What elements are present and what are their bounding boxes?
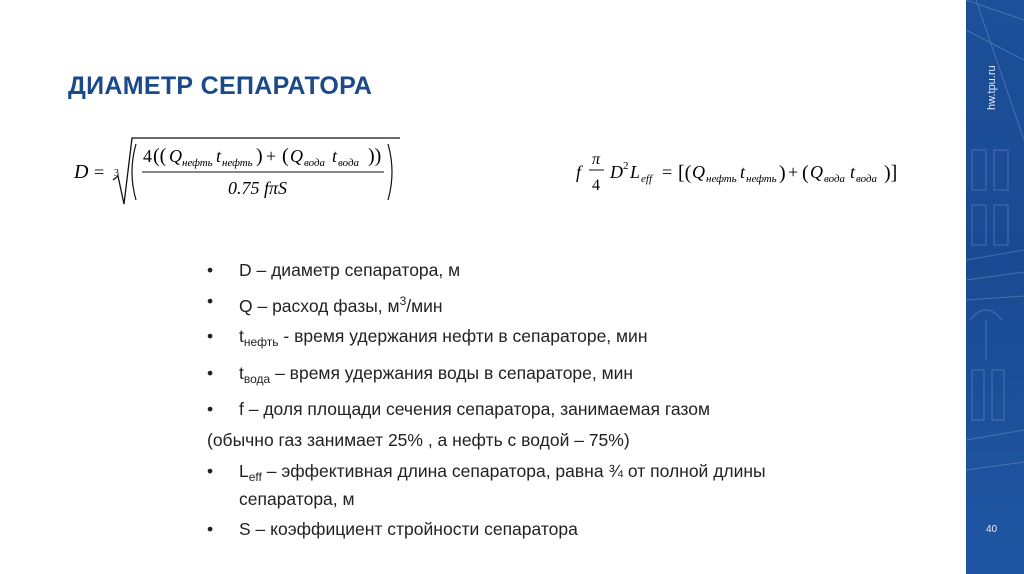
bullet-mark: • (207, 519, 214, 540)
formula1-t-oil-sub: нефть (222, 157, 253, 169)
item-text-tail: /мин (406, 295, 443, 316)
formula2-t-water: t (850, 162, 856, 182)
item-text: t (239, 362, 244, 383)
formula1-lhs: D (74, 161, 89, 183)
item-text-tail: - время удержания нефти в сепараторе, мин (278, 326, 648, 347)
item-text: S – коэффициент стройности сепаратора (239, 519, 578, 540)
svg-text:): ) (779, 162, 786, 184)
formula1-coef: 4 (143, 146, 152, 166)
list-item (207, 362, 847, 390)
formula2-q-water-sub: вода (824, 173, 846, 185)
volume-formula (574, 148, 904, 202)
bullet-mark: • (207, 362, 214, 383)
item-text: t (239, 326, 244, 347)
svg-text:(: ( (282, 145, 289, 167)
formula1-t-water-sub: вода (338, 157, 360, 169)
note-text: (обычно газ занимает 25% , а нефть с водой – 75%) (207, 429, 630, 450)
item-text-tail: – время удержания воды в сепараторе, мин (270, 362, 634, 383)
bullet-mark: • (207, 460, 214, 481)
formula1-eq: = (94, 162, 105, 182)
bullet-mark: • (207, 290, 214, 311)
formula1-left-paren (132, 144, 136, 200)
item-subscript: вода (243, 371, 271, 386)
formula1-plus: + (266, 146, 277, 166)
formula2-d-pow: 2 (623, 160, 629, 172)
formula2-q-water: Q (810, 162, 823, 182)
svg-text:)]: )] (884, 162, 898, 184)
formula2-pi: π (592, 151, 601, 168)
bullet-mark: • (207, 326, 214, 347)
formula2-plus: + (788, 162, 799, 182)
svg-text:((: (( (153, 145, 167, 167)
list-item (207, 259, 847, 281)
formula1-q-water-sub: вода (304, 157, 326, 169)
formula1-root-index: 3 (114, 168, 119, 179)
list-item (207, 290, 847, 317)
diameter-formula (70, 132, 410, 212)
slide-title: ДИАМЕТР СЕПАРАТОРА (68, 72, 373, 100)
site-url-container (986, 50, 1002, 110)
formula1-t-water: t (332, 146, 338, 166)
svg-text:)): )) (368, 145, 382, 167)
item-text: D – диаметр сепаратора, м (239, 260, 461, 280)
formula2-four: 4 (592, 177, 600, 194)
formula1-q-oil: Q (169, 146, 182, 166)
formula1-t-oil: t (216, 146, 222, 166)
formula2-d: D (610, 162, 623, 182)
formula2-l-sub: eff (641, 173, 652, 185)
list-item (207, 325, 847, 353)
svg-text:[(: [( (678, 162, 692, 184)
page-number: 40 (986, 524, 998, 535)
list-item (207, 398, 847, 420)
svg-text:): ) (256, 145, 263, 167)
formula2-q-oil: Q (692, 162, 705, 182)
item-text: L (239, 460, 249, 481)
bullet-mark: • (207, 399, 214, 420)
formula2-t-oil: t (740, 162, 746, 182)
definitions-list (207, 259, 847, 549)
bullet-mark: • (207, 260, 214, 280)
formula1-denominator: 0.75 fπS (228, 178, 288, 198)
item-text: f – доля площади сечения сепаратора, занимаемая газом (239, 399, 710, 420)
item-subscript: eff (248, 469, 262, 484)
list-note (207, 429, 847, 451)
item-text: Q – расход фазы, м (239, 295, 400, 316)
formula2-f: f (576, 162, 582, 182)
item-subscript: нефть (243, 335, 279, 350)
formula2-t-oil-sub: нефть (746, 173, 777, 185)
formula2-l: L (630, 162, 641, 182)
formula2-q-oil-sub: нефть (706, 173, 737, 185)
formula1-right-paren (388, 144, 392, 200)
site-url[interactable]: hw.tpu.ru (986, 65, 998, 110)
svg-text:(: ( (802, 162, 809, 184)
formula2-t-water-sub: вода (856, 173, 878, 185)
list-item (207, 518, 847, 540)
formula1-q-water: Q (290, 146, 303, 166)
item-superscript: 3 (399, 293, 407, 308)
item-text-tail: – эффективная длина сепаратора, равна ¾ от полной длины сепаратора, м (239, 460, 766, 509)
formula1-q-oil-sub: нефть (182, 157, 213, 169)
list-item (207, 460, 847, 510)
formula2-eq: = (662, 162, 673, 182)
